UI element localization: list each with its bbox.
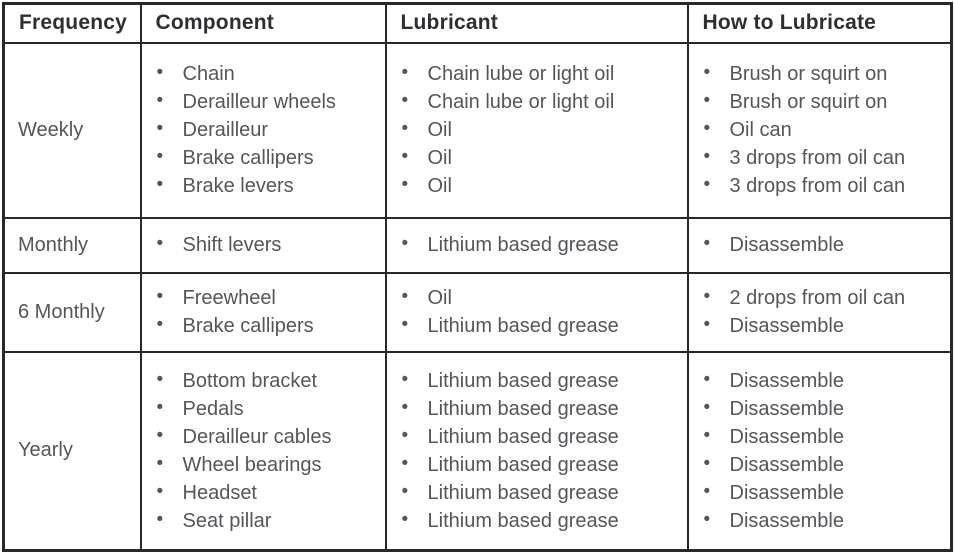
column-header-frequency: Frequency: [4, 4, 141, 43]
list-item: • Oil: [387, 284, 687, 312]
list-item: • Disassemble: [689, 231, 951, 259]
list-item: • Bottom bracket: [142, 367, 385, 395]
table-body: [4, 43, 952, 551]
list-item: • Brake levers: [142, 172, 385, 200]
lubricant-list: [387, 284, 687, 340]
list-item: • Brake callipers: [142, 312, 385, 340]
component-list: [142, 367, 385, 535]
table-row-6-monthly: [4, 273, 952, 352]
column-header-component: Component: [141, 4, 386, 43]
lubricant-cell: [386, 43, 688, 218]
table-row-weekly: [4, 43, 952, 218]
method-cell: [688, 273, 952, 352]
header-row: [4, 4, 952, 43]
list-item: • Disassemble: [689, 395, 951, 423]
list-item: • Headset: [142, 479, 385, 507]
list-item: • Seat pillar: [142, 507, 385, 535]
list-item: • Lithium based grease: [387, 367, 687, 395]
list-item: • 2 drops from oil can: [689, 284, 951, 312]
list-item: • Chain: [142, 60, 385, 88]
list-item: • 3 drops from oil can: [689, 144, 951, 172]
list-item: • Derailleur cables: [142, 423, 385, 451]
lubricant-list: [387, 231, 687, 259]
method-list: [689, 60, 951, 200]
list-item: • Oil: [387, 172, 687, 200]
component-cell: [141, 218, 386, 273]
lubricant-cell: [386, 273, 688, 352]
frequency-cell: Weekly: [4, 43, 141, 218]
component-cell: [141, 273, 386, 352]
method-list: [689, 231, 951, 259]
component-cell: [141, 352, 386, 551]
method-cell: [688, 352, 952, 551]
list-item: • Wheel bearings: [142, 451, 385, 479]
list-item: • Lithium based grease: [387, 451, 687, 479]
method-cell: [688, 218, 952, 273]
list-item: • Disassemble: [689, 423, 951, 451]
list-item: • Derailleur wheels: [142, 88, 385, 116]
component-cell: [141, 43, 386, 218]
list-item: • Oil: [387, 144, 687, 172]
list-item: • Disassemble: [689, 479, 951, 507]
column-header-lubricant: Lubricant: [386, 4, 688, 43]
list-item: • Oil: [387, 116, 687, 144]
method-list: [689, 284, 951, 340]
component-list: [142, 284, 385, 340]
list-item: • Lithium based grease: [387, 507, 687, 535]
column-header-how-to-lubricate: How to Lubricate: [688, 4, 952, 43]
lubricant-list: [387, 367, 687, 535]
component-list: [142, 231, 385, 259]
list-item: • Disassemble: [689, 312, 951, 340]
lubrication-schedule-table: [2, 2, 953, 552]
table-row-yearly: [4, 352, 952, 551]
list-item: • Freewheel: [142, 284, 385, 312]
list-item: • Brake callipers: [142, 144, 385, 172]
list-item: • Chain lube or light oil: [387, 88, 687, 116]
table-row-monthly: [4, 218, 952, 273]
list-item: • Shift levers: [142, 231, 385, 259]
list-item: • Disassemble: [689, 367, 951, 395]
list-item: • Pedals: [142, 395, 385, 423]
method-cell: [688, 43, 952, 218]
list-item: • Lithium based grease: [387, 231, 687, 259]
list-item: • Brush or squirt on: [689, 88, 951, 116]
list-item: • 3 drops from oil can: [689, 172, 951, 200]
lubricant-list: [387, 60, 687, 200]
list-item: • Lithium based grease: [387, 423, 687, 451]
lubricant-cell: [386, 352, 688, 551]
table-header: [4, 4, 952, 43]
list-item: • Derailleur: [142, 116, 385, 144]
method-list: [689, 367, 951, 535]
list-item: • Lithium based grease: [387, 312, 687, 340]
frequency-cell: Yearly: [4, 352, 141, 551]
list-item: • Chain lube or light oil: [387, 60, 687, 88]
list-item: • Lithium based grease: [387, 479, 687, 507]
list-item: • Oil can: [689, 116, 951, 144]
frequency-cell: Monthly: [4, 218, 141, 273]
list-item: • Disassemble: [689, 507, 951, 535]
list-item: • Brush or squirt on: [689, 60, 951, 88]
list-item: • Disassemble: [689, 451, 951, 479]
list-item: • Lithium based grease: [387, 395, 687, 423]
lubricant-cell: [386, 218, 688, 273]
component-list: [142, 60, 385, 200]
frequency-cell: 6 Monthly: [4, 273, 141, 352]
